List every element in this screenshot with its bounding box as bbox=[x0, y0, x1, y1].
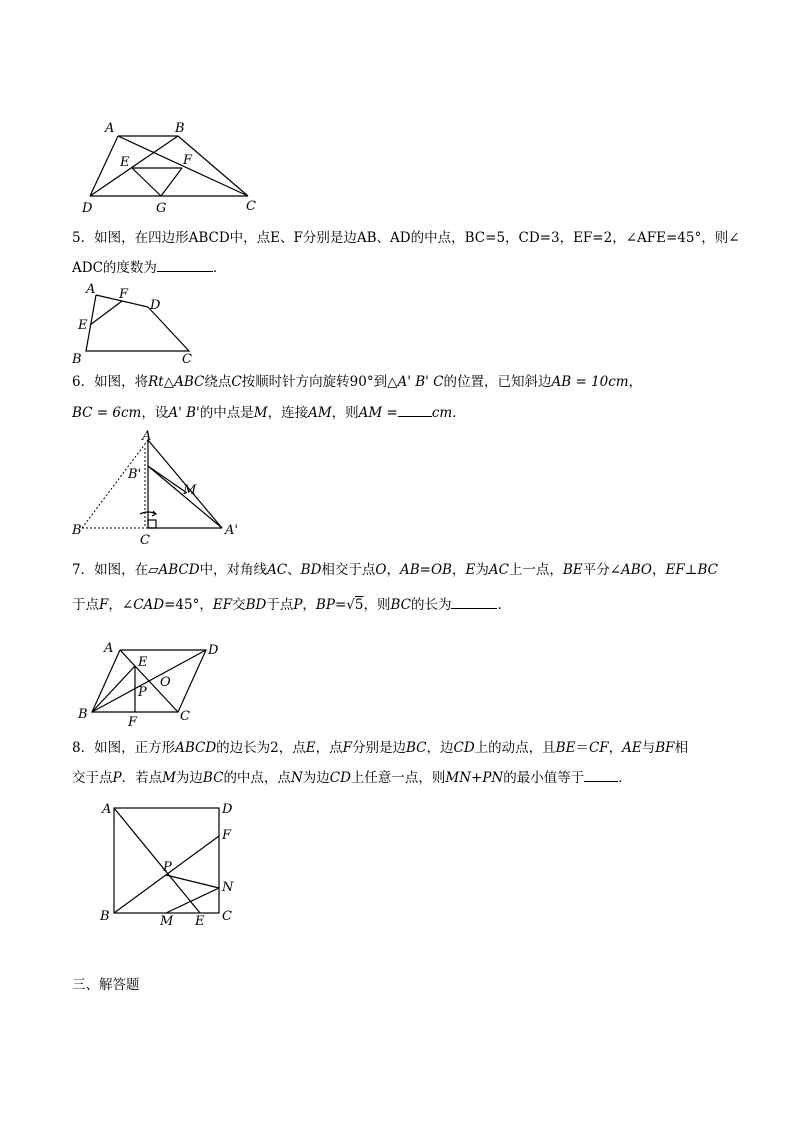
question-8-line-2: 交于点P．若点M为边BC的中点，点N为边CD上任意一点，则MN+PN的最小值等于 ． bbox=[72, 770, 632, 786]
figure-5-quadrilateral bbox=[72, 283, 202, 365]
label-D: D bbox=[208, 643, 219, 658]
label-F: F bbox=[119, 287, 129, 302]
label-B: B bbox=[100, 909, 110, 924]
question-7-line-1: 7．如图，在▱ABCD中，对角线AC、BD相交于点O，AB=OB，E为AC上一点，BE平分∠ABO，EF⊥BC bbox=[72, 562, 718, 578]
label-A: A bbox=[102, 802, 112, 817]
label-A: A bbox=[104, 641, 114, 656]
label-C: C bbox=[180, 709, 190, 724]
figure-7-parallelogram bbox=[76, 638, 236, 730]
label-C: C bbox=[222, 909, 232, 924]
label-F: F bbox=[222, 828, 232, 843]
label-O: O bbox=[160, 675, 171, 690]
label-B-prime: B' bbox=[128, 467, 142, 482]
label-F: F bbox=[183, 153, 193, 168]
label-E: E bbox=[120, 155, 130, 170]
label-E: E bbox=[195, 914, 205, 929]
question-6-line-1: 6．如图，将Rt△ABC绕点C按顺时针方向旋转90°到△A' B' C的位置，已知斜边AB = 10cm， bbox=[72, 374, 643, 390]
question-8-line-1: 8．如图，正方形ABCD的边长为2，点E，点F分别是边BC，边CD上的动点，且BE＝CF，AE与BF相 bbox=[72, 740, 689, 756]
label-A-prime: A' bbox=[225, 523, 238, 538]
answer-blank-8[interactable] bbox=[584, 768, 618, 782]
label-D: D bbox=[82, 201, 93, 216]
label-P: P bbox=[163, 860, 172, 875]
answer-blank-7[interactable] bbox=[451, 595, 497, 609]
label-B: B bbox=[175, 121, 185, 136]
label-A: A bbox=[86, 282, 96, 297]
section-heading-3: 三、解答题 bbox=[72, 977, 140, 993]
label-B: B bbox=[72, 523, 82, 538]
label-E: E bbox=[138, 655, 148, 670]
label-D: D bbox=[222, 802, 233, 817]
label-B: B bbox=[78, 707, 88, 722]
figure-6-rotated-triangle bbox=[70, 430, 250, 550]
question-6-line-2: BC = 6cm，设A' B'的中点是M，连接AM，则AM = cm． bbox=[72, 405, 466, 421]
label-N: N bbox=[222, 880, 234, 895]
label-M: M bbox=[183, 483, 197, 498]
question-5-line-2: ADC的度数为 ． bbox=[72, 260, 227, 276]
question-5-line-1: 5．如图，在四边形ABCD中，点E、F分别是边AB、AD的中点，BC=5，CD=3，EF=2，∠AFE=45°，则∠ bbox=[72, 230, 740, 246]
label-C: C bbox=[246, 199, 256, 214]
label-M: M bbox=[160, 914, 174, 929]
question-7-line-2: 于点F，∠CAD=45°，EF交BD于点P，BP=√5，则BC的长为 ． bbox=[72, 597, 511, 613]
label-A: A bbox=[142, 429, 152, 444]
label-F: F bbox=[128, 715, 138, 730]
label-B: B bbox=[72, 352, 82, 367]
label-C: C bbox=[140, 533, 150, 548]
figure-8-square bbox=[96, 798, 246, 932]
label-D: D bbox=[150, 298, 161, 313]
label-A: A bbox=[105, 121, 115, 136]
figure-prev-trapezoid bbox=[78, 118, 268, 218]
answer-blank-6[interactable] bbox=[398, 403, 432, 417]
answer-blank-5[interactable] bbox=[157, 258, 213, 272]
label-C: C bbox=[182, 352, 192, 367]
label-E: E bbox=[78, 318, 88, 333]
label-G: G bbox=[156, 201, 167, 216]
label-P: P bbox=[138, 685, 147, 700]
